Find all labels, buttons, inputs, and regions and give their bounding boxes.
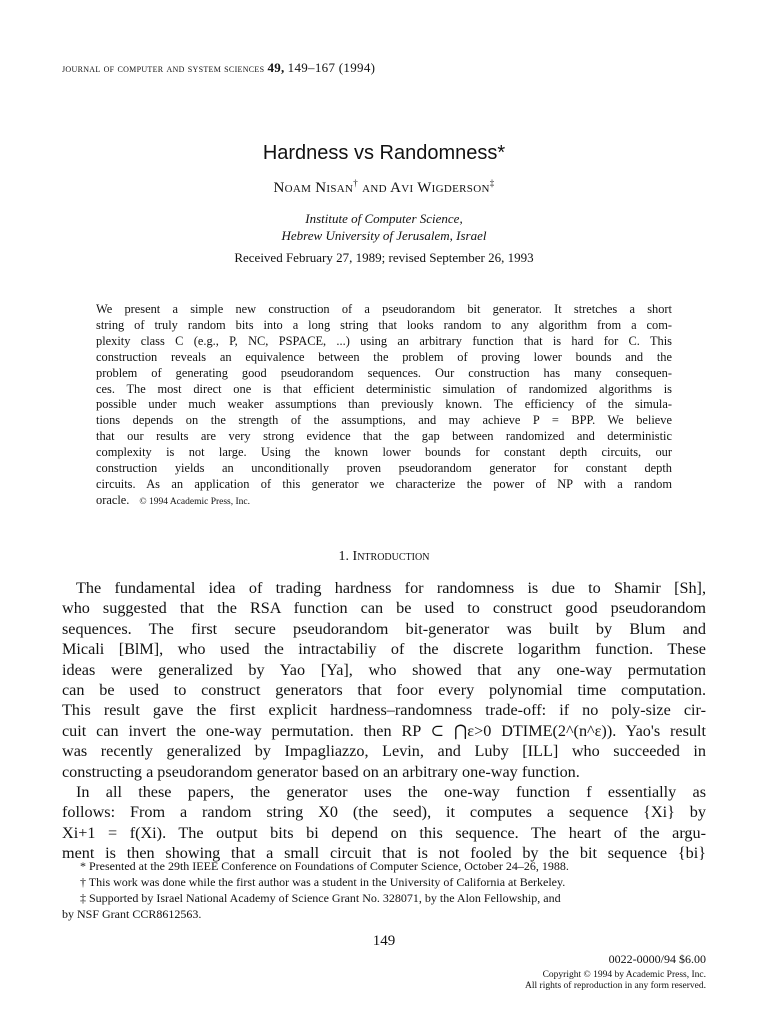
affiliation — [0, 210, 768, 244]
footnote: * Presented at the 29th IEEE Conference on Foundations of Computer Science, October 24–26, 1988. — [80, 859, 569, 873]
author-2-footnote-mark: ‡ — [489, 178, 495, 188]
abstract-line: ces. The most direct one is that efficient deterministic simulation of randomized algorithms is — [96, 381, 672, 396]
price-code: 0022-0000/94 $6.00 — [608, 952, 706, 966]
intro-line: constructing a pseudorandom generator based on an arbitrary one-way function. — [62, 762, 580, 781]
abstract-line: oracle. — [96, 492, 130, 507]
page-number: 149 — [372, 933, 396, 949]
journal-pages: 149–167 (1994) — [287, 60, 376, 75]
journal-name: journal of computer and system sciences — [62, 63, 265, 75]
abstract-line: possible under much weaker assumptions than previously known. The efficiency of the simula- — [96, 397, 672, 412]
paper-title: Hardness vs Randomness* — [262, 142, 506, 164]
intro-line: Micali [BlM], who used the intractabiliy of the discrete logarithm function. These — [62, 640, 706, 659]
intro-line: Xi+1 = f(Xi). The output bits bi depend on this sequence. The heart of the argu- — [62, 823, 706, 842]
intro-line: The fundamental idea of trading hardness for randomness is due to Shamir [Sh], — [76, 579, 706, 597]
copyright-line-2: All rights of reproduction in any form reserved. — [525, 981, 706, 991]
affiliation-line-2: Hebrew University of Jerusalem, Israel — [281, 228, 487, 243]
author-2: Avi Wigderson — [390, 180, 490, 196]
abstract-line: complexity is not large. Using the known lower bounds for constant depth circuits, our — [96, 445, 672, 460]
author-1: Noam Nisan — [273, 180, 354, 196]
abstract-line: circuits. As an application of this generator we characterize the power of NP with a random — [96, 476, 672, 491]
abstract-last-line — [96, 493, 672, 511]
journal-volume: 49, — [267, 60, 285, 75]
author-1-footnote-mark: † — [353, 178, 359, 188]
abstract-line: We present a simple new construction of a pseudorandom bit generator. It stretches a short — [96, 302, 672, 316]
section-heading — [0, 549, 768, 565]
abstract-line: construction yields an unconditionally proven pseudorandom generator for constant depth — [96, 461, 672, 476]
section-title: Introduction — [352, 549, 430, 564]
abstract-line: string of truly random bits into a long string that looks random to any algorithm from a com- — [96, 317, 672, 332]
footnote: † This work was done while the first author was a student in the University of California at Berkeley. — [80, 875, 566, 889]
intro-line: follows: From a random string X0 (the seed), it computes a sequence {Xi} by — [62, 803, 706, 822]
abstract-line: tions depends on the strength of the assumptions, and may achieve P = BPP. We believe — [96, 413, 672, 428]
intro-line: This result gave the first explicit hardness–randomness trade-off: if no poly-size cir- — [62, 701, 706, 720]
abstract — [96, 302, 672, 511]
intro-line: In all these papers, the generator uses the one-way function f essentially as — [76, 783, 706, 802]
abstract-line: plexity class C (e.g., P, NC, PSPACE, ...) using an arbitrary function that is hard for C. This — [96, 333, 672, 348]
section-number: 1. — [338, 549, 350, 564]
intro-line: who suggested that the RSA function can be used to construct good pseudorandom — [62, 599, 706, 618]
author-line — [0, 178, 768, 197]
abstract-line: that our results are very strong evidence that the gap between randomized and deterministic — [96, 429, 672, 444]
footnote: ‡ Supported by Israel National Academy of Science Grant No. 328071, by the Alon Fellowship, and — [80, 891, 561, 905]
author-connector: and — [362, 180, 387, 196]
footnote: by NSF Grant CCR8612563. — [62, 907, 202, 921]
abstract-line: problem of generating good pseudorandom sequences. Our construction has many consequen- — [96, 365, 672, 380]
abstract-copyright: © 1994 Academic Press, Inc. — [139, 496, 251, 507]
intro-line: cuit can invert the one-way permutation. then RP ⊂ ⋂ε>0 DTIME(2^(n^ε)). Yao's result — [62, 721, 706, 740]
introduction-body — [62, 578, 706, 864]
received-dates: Received February 27, 1989; revised September 26, 1993 — [234, 250, 534, 265]
footnotes — [62, 858, 706, 922]
intro-line: was recently generalized by Impagliazzo, Levin, and Luby [ILL] who succeeded in — [62, 742, 706, 761]
abstract-line: construction reveals an equivalence between the problem of proving lower bounds and the — [96, 349, 672, 364]
intro-line: ideas were generalized by Yao [Ya], who showed that any one-way permutation — [62, 660, 706, 679]
copyright-footer — [525, 970, 706, 992]
intro-line: sequences. The first secure pseudorandom bit-generator was built by Blum and — [62, 619, 706, 638]
copyright-line-1: Copyright © 1994 by Academic Press, Inc. — [542, 970, 706, 980]
affiliation-line-1: Institute of Computer Science, — [305, 211, 463, 226]
journal-header — [62, 60, 375, 76]
intro-line: can be used to construct generators that foor every polynomial time computation. — [62, 681, 706, 700]
intro-line: ment is then showing that a small circuit that is not fooled by the bit sequence {bi} — [62, 844, 706, 863]
